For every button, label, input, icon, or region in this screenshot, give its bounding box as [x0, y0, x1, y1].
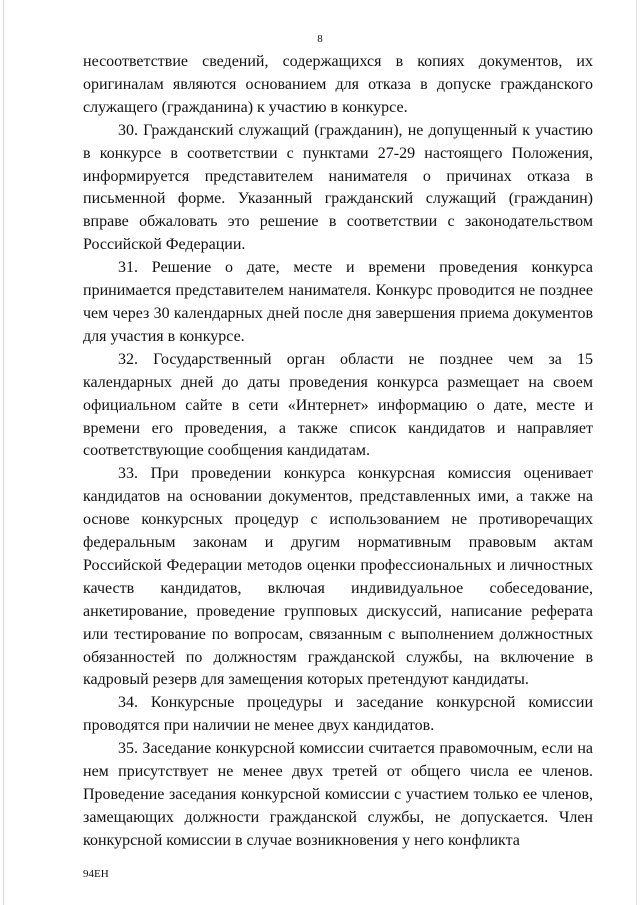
paragraph-33: 33. При проведении конкурса конкурсная комиссия оценивает кандидатов на основании документов, представленных ими, а также на основе конкурсных процедур с использованием не противоречащих федеральным законам и другим нормативным правовым актам Российской Федерации методов оценки профессиональных и личностных качеств кандидатов, включая индивидуальное собеседование, анкетирование, проведение групповых дискуссий, написание реферата или тестирование по вопросам, связанным с выполнением должностных обязанностей по должностям гражданской службы, на включение в кадровый резерв для замещения которых претендуют кандидаты.: [83, 465, 593, 689]
footer-document-code: 94ЕН: [83, 868, 109, 880]
page-number: 8: [317, 33, 323, 45]
paragraph-34: 34. Конкурсные процедуры и заседание конкурсной комиссии проводятся при наличии не менее двух кандидатов.: [83, 694, 593, 735]
scan-edge-right: [636, 0, 637, 905]
document-body: [83, 51, 593, 853]
paragraph-35: 35. Заседание конкурсной комиссии считается правомочным, если на нем присутствует не менее двух третей от общего числа ее членов. Проведение заседания конкурсной комиссии с участием только ее членов, замещающих должности гражданской службы, не допускается. Член конкурсной комиссии в случае возникновения у него конфликта: [83, 740, 593, 849]
scan-edge-left: [3, 0, 4, 905]
paragraph-32: 32. Государственный орган области не позднее чем за 15 календарных дней до даты проведения конкурса размещает на своем официальном сайте в сети «Интернет» информацию о дате, месте и времени его проведения, а также список кандидатов и направляет соответствующие сообщения кандидатам.: [83, 350, 593, 460]
paragraph-31: 31. Решение о дате, месте и времени проведения конкурса принимается представителем нанимателя. Конкурс проводится не позднее чем через 30 календарных дней после дня завершения приема документов для участия в конкурсе.: [83, 259, 593, 345]
paragraph-continuation: несоответствие сведений, содержащихся в копиях документов, их оригиналам являются основанием для отказа в допуске гражданского служащего (гражданина) к участию в конкурсе.: [83, 53, 593, 116]
paragraph-30: 30. Гражданский служащий (гражданин), не допущенный к участию в конкурсе в соответствии с пунктами 27-29 настоящего Положения, информируется представителем нанимателя о причинах отказа в письменной форме. Указанный гражданский служащий (гражданин) вправе обжаловать это решение в соответствии с законодательством Российской Федерации.: [83, 121, 593, 254]
